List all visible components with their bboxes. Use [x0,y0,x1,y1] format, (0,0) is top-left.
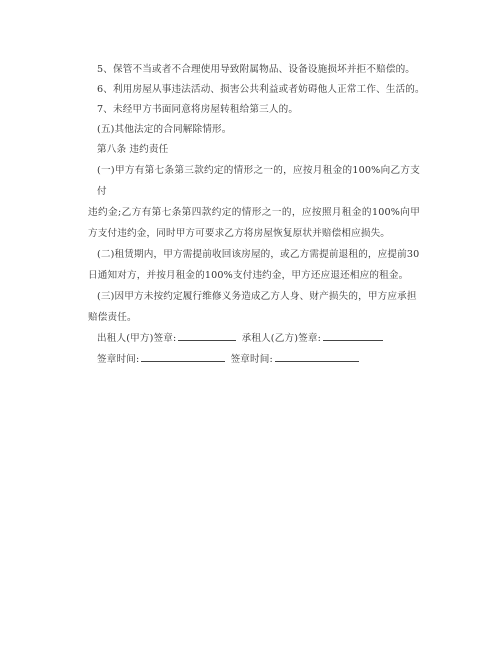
document-body [88,60,425,370]
lessor-signature-label: 出租人(甲方)签章: [97,333,177,344]
lessor-signature-blank [178,330,236,341]
clause-3-line-1: (三)因甲方未按约定履行维修义务造成乙方人身、财产损失的，甲方应承担 [97,291,417,302]
clause-3 [88,286,420,328]
lessor-time-blank [141,351,225,362]
lessee-signature-label: 承租人(乙方)签章: [241,333,321,344]
signature-time-row [88,349,420,370]
lessee-time-blank [275,351,359,362]
clause-2 [88,244,420,286]
clause-1 [88,160,420,244]
lessor-time-label: 签章时间: [97,354,140,365]
item-5: 5、保管不当或者不合理使用导致附属物品、设备设施损坏并拒不赔偿的。 [97,64,416,75]
clause-1-rest: 违约金;乙方有第七条第四款约定的情形之一的，应按照月租金的100%向甲方支付违约金，同时甲方可要求乙方将房屋恢复原状并赔偿相应损失。 [88,207,420,239]
clause-2-rest: 日通知对方，并按月租金的100%支付违约金，甲方还应退还相应的租金。 [88,270,409,281]
clause-2-line-1: (二)租赁期内，甲方需提前收回该房屋的，或乙方需提前退租的，应提前30 [97,249,420,260]
lessee-signature-blank [323,330,383,341]
item-7: 7、未经甲方书面同意将房屋转租给第三人的。 [97,104,299,115]
clause-1-line-1: (一)甲方有第七条第三款约定的情形之一的，应按月租金的100%向乙方支付 [97,165,420,197]
section-five: (五)其他法定的合同解除情形。 [97,124,232,135]
item-6: 6、利用房屋从事违法活动、损害公共利益或者妨碍他人正常工作、生活的。 [97,84,425,95]
lessee-time-label: 签章时间: [230,354,273,365]
clause-3-rest: 赔偿责任。 [88,312,137,323]
signature-row [88,328,420,349]
article-eight-heading: 第八条 违约责任 [97,144,169,155]
